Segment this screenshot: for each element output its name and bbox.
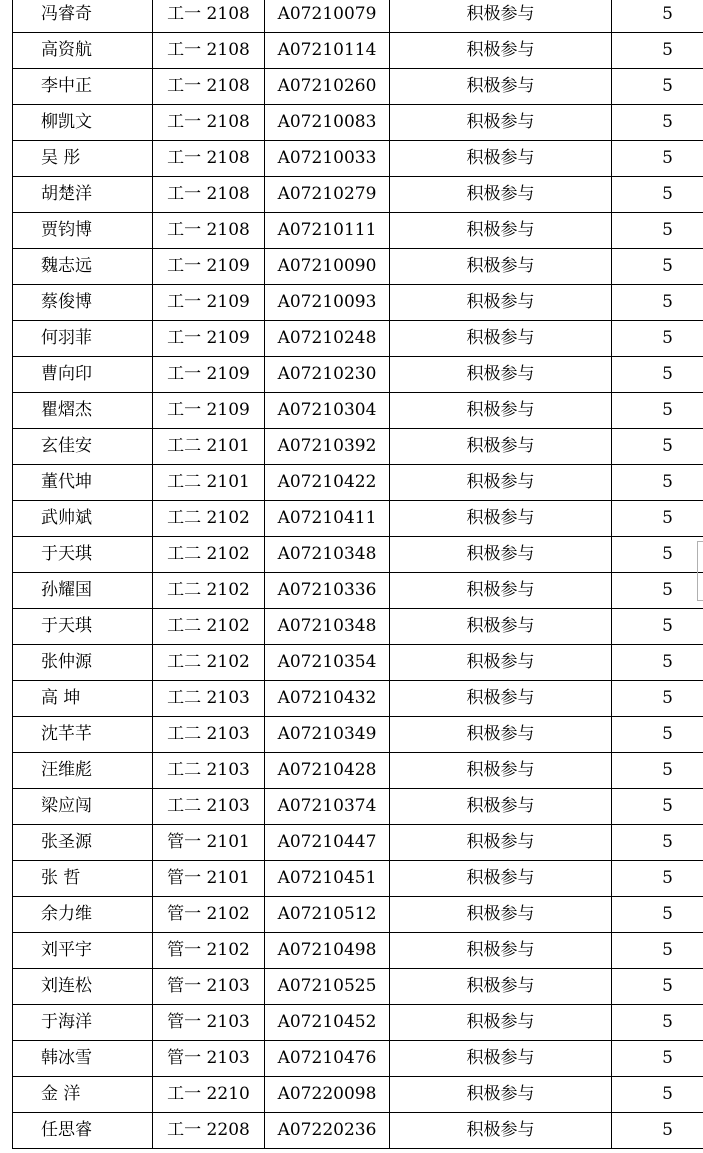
- class-name-cell: 工一 2109: [153, 357, 265, 393]
- student-id-cell: A07210428: [265, 753, 390, 789]
- participation-note-cell: 积极参与: [390, 33, 612, 69]
- score-cell: 5: [612, 33, 703, 69]
- table-row: [13, 177, 703, 213]
- participation-note-cell: 积极参与: [390, 897, 612, 933]
- participation-table-wrapper: [12, 0, 696, 1149]
- participation-note-cell: 积极参与: [390, 681, 612, 717]
- class-name-cell: 工二 2103: [153, 789, 265, 825]
- student-id-cell: A07210083: [265, 105, 390, 141]
- table-row: [13, 969, 703, 1005]
- student-name-cell: 刘连松: [13, 969, 153, 1005]
- class-name-cell: 工二 2101: [153, 465, 265, 501]
- student-id-cell: A07210512: [265, 897, 390, 933]
- participation-note-cell: 积极参与: [390, 249, 612, 285]
- class-name-cell: 管一 2101: [153, 825, 265, 861]
- class-name-cell: 工一 2108: [153, 0, 265, 33]
- student-id-cell: A07210033: [265, 141, 390, 177]
- participation-note-cell: 积极参与: [390, 141, 612, 177]
- participation-note-cell: 积极参与: [390, 1113, 612, 1149]
- score-cell: 5: [612, 645, 703, 681]
- student-id-cell: A07210111: [265, 213, 390, 249]
- student-id-cell: A07210451: [265, 861, 390, 897]
- student-name-cell: 玄佳安: [13, 429, 153, 465]
- score-cell: 5: [612, 285, 703, 321]
- participation-note-cell: 积极参与: [390, 753, 612, 789]
- student-name-cell: 董代坤: [13, 465, 153, 501]
- student-id-cell: A07220098: [265, 1077, 390, 1113]
- table-row: [13, 357, 703, 393]
- score-cell: 5: [612, 213, 703, 249]
- student-id-cell: A07210392: [265, 429, 390, 465]
- student-id-cell: A07210476: [265, 1041, 390, 1077]
- student-name-cell: 汪维彪: [13, 753, 153, 789]
- student-name-cell: 魏志远: [13, 249, 153, 285]
- student-name-cell: 梁应闯: [13, 789, 153, 825]
- score-cell: 5: [612, 1113, 703, 1149]
- class-name-cell: 工二 2103: [153, 753, 265, 789]
- student-name-cell: 高 坤: [13, 681, 153, 717]
- class-name-cell: 工二 2102: [153, 501, 265, 537]
- student-name-cell: 武帅斌: [13, 501, 153, 537]
- score-cell: 5: [612, 1077, 703, 1113]
- class-name-cell: 工一 2108: [153, 33, 265, 69]
- score-cell: 5: [612, 105, 703, 141]
- student-name-cell: 胡楚洋: [13, 177, 153, 213]
- student-id-cell: A07210079: [265, 0, 390, 33]
- score-cell: 5: [612, 861, 703, 897]
- student-id-cell: A07210336: [265, 573, 390, 609]
- score-cell: 5: [612, 969, 703, 1005]
- table-row: [13, 1005, 703, 1041]
- score-cell: 5: [612, 141, 703, 177]
- class-name-cell: 工二 2102: [153, 609, 265, 645]
- table-row: [13, 1041, 703, 1077]
- participation-note-cell: 积极参与: [390, 285, 612, 321]
- participation-note-cell: 积极参与: [390, 933, 612, 969]
- class-name-cell: 工二 2103: [153, 681, 265, 717]
- participation-note-cell: 积极参与: [390, 789, 612, 825]
- student-name-cell: 张仲源: [13, 645, 153, 681]
- class-name-cell: 工一 2108: [153, 213, 265, 249]
- participation-note-cell: 积极参与: [390, 969, 612, 1005]
- student-name-cell: 张 哲: [13, 861, 153, 897]
- table-row: [13, 321, 703, 357]
- student-id-cell: A07210090: [265, 249, 390, 285]
- class-name-cell: 工一 2109: [153, 285, 265, 321]
- score-cell: 5: [612, 897, 703, 933]
- class-name-cell: 管一 2101: [153, 861, 265, 897]
- student-name-cell: 柳凯文: [13, 105, 153, 141]
- table-row: [13, 0, 703, 33]
- score-cell: 5: [612, 321, 703, 357]
- student-name-cell: 贾钧博: [13, 213, 153, 249]
- student-id-cell: A07210452: [265, 1005, 390, 1041]
- class-name-cell: 管一 2102: [153, 933, 265, 969]
- student-id-cell: A07210248: [265, 321, 390, 357]
- score-cell: 5: [612, 393, 703, 429]
- score-cell: 5: [612, 537, 703, 573]
- class-name-cell: 工一 2109: [153, 321, 265, 357]
- participation-note-cell: 积极参与: [390, 213, 612, 249]
- student-name-cell: 高资航: [13, 33, 153, 69]
- score-cell: 5: [612, 789, 703, 825]
- class-name-cell: 工一 2108: [153, 177, 265, 213]
- student-name-cell: 何羽菲: [13, 321, 153, 357]
- score-cell: 5: [612, 177, 703, 213]
- participation-note-cell: 积极参与: [390, 321, 612, 357]
- score-cell: 5: [612, 0, 703, 33]
- participation-note-cell: 积极参与: [390, 69, 612, 105]
- table-row: [13, 285, 703, 321]
- participation-note-cell: 积极参与: [390, 645, 612, 681]
- student-id-cell: A07210422: [265, 465, 390, 501]
- participation-note-cell: 积极参与: [390, 0, 612, 33]
- class-name-cell: 管一 2103: [153, 1041, 265, 1077]
- score-cell: 5: [612, 249, 703, 285]
- score-cell: 5: [612, 609, 703, 645]
- class-name-cell: 工一 2210: [153, 1077, 265, 1113]
- student-id-cell: A07210348: [265, 537, 390, 573]
- student-id-cell: A07210354: [265, 645, 390, 681]
- class-name-cell: 管一 2102: [153, 897, 265, 933]
- student-name-cell: 韩冰雪: [13, 1041, 153, 1077]
- student-id-cell: A07210447: [265, 825, 390, 861]
- participation-note-cell: 积极参与: [390, 357, 612, 393]
- table-row: [13, 933, 703, 969]
- participation-note-cell: 积极参与: [390, 825, 612, 861]
- class-name-cell: 工一 2108: [153, 141, 265, 177]
- participation-note-cell: 积极参与: [390, 717, 612, 753]
- student-id-cell: A07210348: [265, 609, 390, 645]
- class-name-cell: 工一 2108: [153, 69, 265, 105]
- class-name-cell: 工一 2109: [153, 249, 265, 285]
- score-cell: 5: [612, 933, 703, 969]
- table-row: [13, 609, 703, 645]
- student-name-cell: 曹向印: [13, 357, 153, 393]
- student-id-cell: A07210349: [265, 717, 390, 753]
- table-row: [13, 573, 703, 609]
- table-row: [13, 69, 703, 105]
- student-id-cell: A07210374: [265, 789, 390, 825]
- student-id-cell: A07220236: [265, 1113, 390, 1149]
- student-name-cell: 张圣源: [13, 825, 153, 861]
- table-row: [13, 501, 703, 537]
- table-row: [13, 33, 703, 69]
- participation-note-cell: 积极参与: [390, 393, 612, 429]
- class-name-cell: 工二 2102: [153, 537, 265, 573]
- class-name-cell: 工二 2103: [153, 717, 265, 753]
- student-id-cell: A07210114: [265, 33, 390, 69]
- student-name-cell: 沈芊芊: [13, 717, 153, 753]
- participation-table: [12, 0, 703, 1149]
- student-id-cell: A07210498: [265, 933, 390, 969]
- participation-note-cell: 积极参与: [390, 105, 612, 141]
- participation-note-cell: 积极参与: [390, 1041, 612, 1077]
- class-name-cell: 工一 2108: [153, 105, 265, 141]
- participation-note-cell: 积极参与: [390, 501, 612, 537]
- student-id-cell: A07210411: [265, 501, 390, 537]
- student-id-cell: A07210432: [265, 681, 390, 717]
- participation-note-cell: 积极参与: [390, 1077, 612, 1113]
- participation-note-cell: 积极参与: [390, 429, 612, 465]
- table-row: [13, 1077, 703, 1113]
- participation-note-cell: 积极参与: [390, 177, 612, 213]
- table-row: [13, 537, 703, 573]
- student-name-cell: 吴 彤: [13, 141, 153, 177]
- class-name-cell: 工二 2102: [153, 645, 265, 681]
- student-name-cell: 余力维: [13, 897, 153, 933]
- student-name-cell: 冯睿奇: [13, 0, 153, 33]
- score-cell: 5: [612, 69, 703, 105]
- cell-edge-marker: [697, 541, 703, 601]
- table-row: [13, 645, 703, 681]
- table-row: [13, 897, 703, 933]
- student-id-cell: A07210279: [265, 177, 390, 213]
- student-name-cell: 于天琪: [13, 537, 153, 573]
- score-cell: 5: [612, 465, 703, 501]
- class-name-cell: 工二 2101: [153, 429, 265, 465]
- participation-note-cell: 积极参与: [390, 573, 612, 609]
- student-name-cell: 刘平宇: [13, 933, 153, 969]
- student-name-cell: 于海洋: [13, 1005, 153, 1041]
- table-row: [13, 717, 703, 753]
- table-row: [13, 753, 703, 789]
- table-row: [13, 393, 703, 429]
- score-cell: 5: [612, 1005, 703, 1041]
- table-row: [13, 681, 703, 717]
- score-cell: 5: [612, 825, 703, 861]
- table-body: [13, 0, 703, 1149]
- table-row: [13, 825, 703, 861]
- table-row: [13, 1113, 703, 1149]
- table-row: [13, 789, 703, 825]
- class-name-cell: 工二 2102: [153, 573, 265, 609]
- score-cell: 5: [612, 681, 703, 717]
- table-row: [13, 861, 703, 897]
- table-row: [13, 465, 703, 501]
- student-name-cell: 于天琪: [13, 609, 153, 645]
- score-cell: 5: [612, 501, 703, 537]
- student-name-cell: 孙耀国: [13, 573, 153, 609]
- score-cell: 5: [612, 573, 703, 609]
- student-name-cell: 瞿熠杰: [13, 393, 153, 429]
- participation-note-cell: 积极参与: [390, 1005, 612, 1041]
- table-row: [13, 105, 703, 141]
- student-id-cell: A07210525: [265, 969, 390, 1005]
- student-name-cell: 金 洋: [13, 1077, 153, 1113]
- score-cell: 5: [612, 717, 703, 753]
- score-cell: 5: [612, 429, 703, 465]
- student-id-cell: A07210093: [265, 285, 390, 321]
- student-name-cell: 任思睿: [13, 1113, 153, 1149]
- student-name-cell: 李中正: [13, 69, 153, 105]
- student-name-cell: 蔡俊博: [13, 285, 153, 321]
- table-row: [13, 249, 703, 285]
- student-id-cell: A07210230: [265, 357, 390, 393]
- participation-note-cell: 积极参与: [390, 609, 612, 645]
- student-id-cell: A07210304: [265, 393, 390, 429]
- score-cell: 5: [612, 1041, 703, 1077]
- score-cell: 5: [612, 753, 703, 789]
- participation-note-cell: 积极参与: [390, 537, 612, 573]
- table-row: [13, 213, 703, 249]
- class-name-cell: 管一 2103: [153, 969, 265, 1005]
- student-id-cell: A07210260: [265, 69, 390, 105]
- score-cell: 5: [612, 357, 703, 393]
- table-row: [13, 141, 703, 177]
- participation-note-cell: 积极参与: [390, 861, 612, 897]
- class-name-cell: 工一 2109: [153, 393, 265, 429]
- class-name-cell: 工一 2208: [153, 1113, 265, 1149]
- participation-note-cell: 积极参与: [390, 465, 612, 501]
- table-row: [13, 429, 703, 465]
- class-name-cell: 管一 2103: [153, 1005, 265, 1041]
